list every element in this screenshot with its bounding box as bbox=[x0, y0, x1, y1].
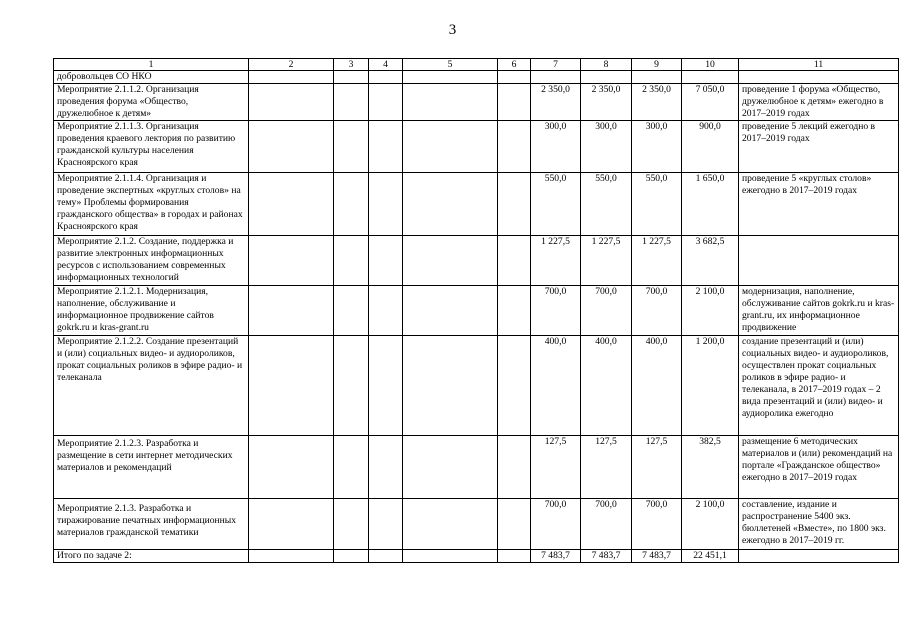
value-2018 bbox=[581, 71, 632, 84]
total-2018: 7 483,7 bbox=[581, 550, 632, 563]
expected-result bbox=[739, 71, 899, 84]
column-header: 7 bbox=[531, 59, 581, 71]
value-total: 1 200,0 bbox=[682, 336, 739, 436]
value-2017: 2 350,0 bbox=[531, 84, 581, 121]
column-header: 11 bbox=[739, 59, 899, 71]
activity-name: Мероприятие 2.1.1.2. Организация проведения форума «Общество, дружелюбное к детям» bbox=[54, 84, 249, 121]
value-2018: 2 350,0 bbox=[581, 84, 632, 121]
expected-result bbox=[739, 236, 899, 286]
value-2019: 2 350,0 bbox=[632, 84, 682, 121]
expected-result: проведение 5 лекций ежегодно в 2017–2019 годах bbox=[739, 121, 899, 173]
column-header: 2 bbox=[249, 59, 334, 71]
activity-name: Мероприятие 2.1.1.4. Организация и проведение экспертных «круглых столов» на тему» Проблемы формирования гражданского общества» в городах и районах Красноярского края bbox=[54, 173, 249, 236]
expected-result: модернизация, наполнение, обслуживание сайтов gokrk.ru и kras-grant.ru, их информационное продвижение bbox=[739, 286, 899, 336]
expected-result: проведение 1 форума «Общество, дружелюбное к детям» ежегодно в 2017–2019 годах bbox=[739, 84, 899, 121]
value-2017: 1 227,5 bbox=[531, 236, 581, 286]
table-row-total bbox=[54, 550, 899, 563]
value-2017: 700,0 bbox=[531, 286, 581, 336]
column-header: 9 bbox=[632, 59, 682, 71]
column-header: 8 bbox=[581, 59, 632, 71]
expected-result bbox=[739, 550, 899, 563]
value-2019: 127,5 bbox=[632, 436, 682, 499]
column-header: 4 bbox=[369, 59, 403, 71]
value-2017: 400,0 bbox=[531, 336, 581, 436]
value-total: 2 100,0 bbox=[682, 499, 739, 550]
table-row bbox=[54, 336, 899, 436]
expected-result: размещение 6 методических материалов и (или) рекомендаций на портале «Гражданское общество» ежегодно в 2017–2019 годах bbox=[739, 436, 899, 499]
value-2017: 550,0 bbox=[531, 173, 581, 236]
value-total: 382,5 bbox=[682, 436, 739, 499]
page-number: 3 bbox=[448, 22, 457, 38]
value-2018: 300,0 bbox=[581, 121, 632, 173]
value-2018: 127,5 bbox=[581, 436, 632, 499]
table-row bbox=[54, 173, 899, 236]
table-row bbox=[54, 499, 899, 550]
activity-name: Мероприятие 2.1.2.2. Создание презентаций и (или) социальных видео- и аудиороликов, прокат социальных роликов в эфире радио- и телеканала bbox=[54, 336, 249, 436]
value-2017: 700,0 bbox=[531, 499, 581, 550]
table-row bbox=[54, 236, 899, 286]
value-2019: 700,0 bbox=[632, 499, 682, 550]
expected-result: создание презентаций и (или) социальных видео- и аудиороликов, осуществлен прокат социальных роликов в эфире радио- и телеканала, в 2017–2019 годах – 2 вида презентаций и (или) видео- и аудиоролика ежегодно bbox=[739, 336, 899, 436]
value-2019: 400,0 bbox=[632, 336, 682, 436]
activity-name: Мероприятие 2.1.3. Разработка и тиражирование печатных информационных материалов гражданской тематики bbox=[54, 499, 249, 550]
total-2017: 7 483,7 bbox=[531, 550, 581, 563]
value-2019: 1 227,5 bbox=[632, 236, 682, 286]
value-total: 1 650,0 bbox=[682, 173, 739, 236]
activity-name: Мероприятие 2.1.2.1. Модернизация, наполнение, обслуживание и информационное продвижение сайтов gokrk.ru и kras-grant.ru bbox=[54, 286, 249, 336]
value-2019: 550,0 bbox=[632, 173, 682, 236]
column-header: 10 bbox=[682, 59, 739, 71]
value-2017 bbox=[531, 71, 581, 84]
value-2017: 300,0 bbox=[531, 121, 581, 173]
table-row bbox=[54, 84, 899, 121]
column-header: 3 bbox=[334, 59, 369, 71]
activity-name: Мероприятие 2.1.2.3. Разработка и размещение в сети интернет методических материалов и рекомендаций bbox=[54, 436, 249, 499]
value-2019 bbox=[632, 71, 682, 84]
total-2019: 7 483,7 bbox=[632, 550, 682, 563]
value-2018: 400,0 bbox=[581, 336, 632, 436]
budget-table bbox=[53, 58, 899, 563]
header-row bbox=[54, 59, 899, 71]
value-total bbox=[682, 71, 739, 84]
value-2018: 700,0 bbox=[581, 286, 632, 336]
value-total: 7 050,0 bbox=[682, 84, 739, 121]
column-header: 1 bbox=[54, 59, 249, 71]
column-header: 6 bbox=[498, 59, 531, 71]
value-total: 900,0 bbox=[682, 121, 739, 173]
table-row bbox=[54, 71, 899, 84]
value-2018: 550,0 bbox=[581, 173, 632, 236]
activity-name: добровольцев СО НКО bbox=[54, 71, 249, 84]
value-2017: 127,5 bbox=[531, 436, 581, 499]
value-total: 2 100,0 bbox=[682, 286, 739, 336]
expected-result: составление, издание и распространение 5400 экз. бюллетеней «Вместе», по 1800 экз. ежегодно в 2017–2019 гг. bbox=[739, 499, 899, 550]
total-sum: 22 451,1 bbox=[682, 550, 739, 563]
column-header: 5 bbox=[403, 59, 498, 71]
activity-name: Мероприятие 2.1.1.3. Организация проведения краевого лектория по развитию гражданской культуры населения Красноярского края bbox=[54, 121, 249, 173]
total-label: Итого по задаче 2: bbox=[54, 550, 249, 563]
value-2018: 700,0 bbox=[581, 499, 632, 550]
activity-name: Мероприятие 2.1.2. Создание, поддержка и развитие электронных информационных ресурсов с использованием современных информационных технологий bbox=[54, 236, 249, 286]
table-row bbox=[54, 286, 899, 336]
table-row bbox=[54, 121, 899, 173]
value-2019: 300,0 bbox=[632, 121, 682, 173]
expected-result: проведение 5 «круглых столов» ежегодно в 2017–2019 годах bbox=[739, 173, 899, 236]
value-total: 3 682,5 bbox=[682, 236, 739, 286]
value-2019: 700,0 bbox=[632, 286, 682, 336]
table-row bbox=[54, 436, 899, 499]
value-2018: 1 227,5 bbox=[581, 236, 632, 286]
